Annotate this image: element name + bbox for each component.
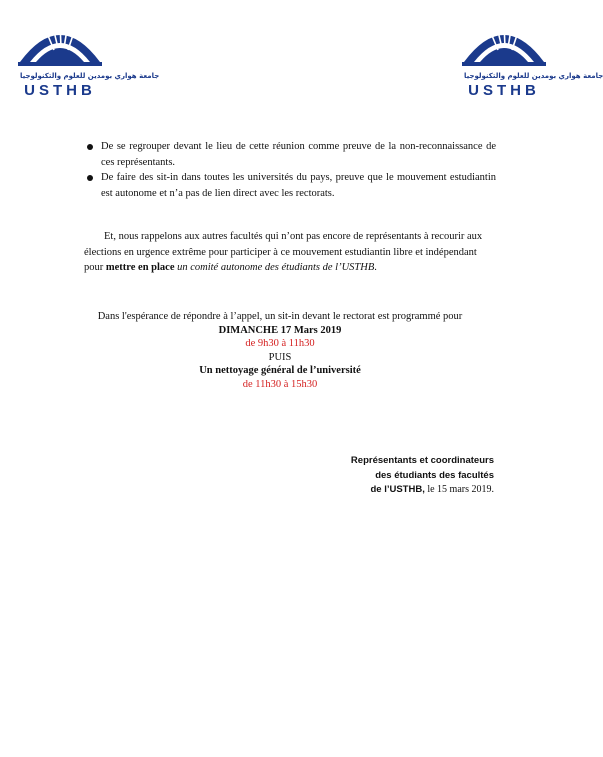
- logo-text: USTHB: [468, 82, 540, 99]
- demands-list: [84, 139, 496, 201]
- list-item-text: De faire des sit-in dans toutes les universités du pays, preuve que le mouvement estudiantin est autonome et n’a pas de lien direct avec les rectorats.: [101, 172, 496, 199]
- paragraph-bold-text: mettre en place: [105, 262, 175, 273]
- signature-line-2: des étudiants des facultés: [375, 469, 494, 481]
- usthb-logo-left: [14, 14, 160, 99]
- list-item: [84, 139, 496, 170]
- announcement-date: DIMANCHE 17 Mars 2019: [218, 324, 342, 336]
- signature-line-3: de l’USTHB,: [370, 484, 425, 495]
- bullet-icon: [87, 175, 93, 181]
- bullet-icon: [87, 144, 93, 150]
- list-item-text: De se regrouper devant le lieu de cette réunion comme preuve de la non-reconnaissance de ces représentants.: [101, 141, 496, 168]
- usthb-emblem-icon: [14, 14, 106, 74]
- call-to-faculties-paragraph: [84, 229, 496, 276]
- logo-text: USTHB: [24, 82, 96, 99]
- signature-block: [300, 454, 494, 498]
- announcement-intro: Dans l'espérance de répondre à l’appel, un sit-in devant le rectorat est programmé pour: [97, 311, 463, 322]
- sit-in-announcement: [60, 310, 500, 391]
- announcement-event-2: Un nettoyage général de l’université: [199, 365, 361, 376]
- announcement-time-1: de 9h30 à 11h30: [245, 338, 315, 349]
- announcement-time-2: de 11h30 à 15h30: [242, 378, 318, 390]
- announcement-then: PUIS: [268, 351, 292, 363]
- signature-line-1: Représentants et coordinateurs: [350, 455, 494, 466]
- list-item: [84, 170, 496, 201]
- usthb-logo-right: [458, 14, 603, 99]
- paragraph-italic-text: un comité autonome des étudiants de l’USTHB: [174, 262, 375, 273]
- signature-date: le 15 mars 2019.: [424, 484, 494, 495]
- paragraph-text: Et, nous rappelons aux autres facultés qui n’ont pas encore de représentants à recourir aux élections en urgence extrême pour participer à ce mouvement estudiantin libre et indépendant pour: [84, 231, 483, 273]
- logo-arabic-text: جامعة هواري بومدين للعلوم والتكنولوجيا: [464, 72, 603, 80]
- logo-arabic-text: جامعة هواري بومدين للعلوم والتكنولوجيا: [20, 72, 160, 80]
- usthb-emblem-icon: [458, 14, 550, 74]
- paragraph-end: .: [374, 262, 377, 273]
